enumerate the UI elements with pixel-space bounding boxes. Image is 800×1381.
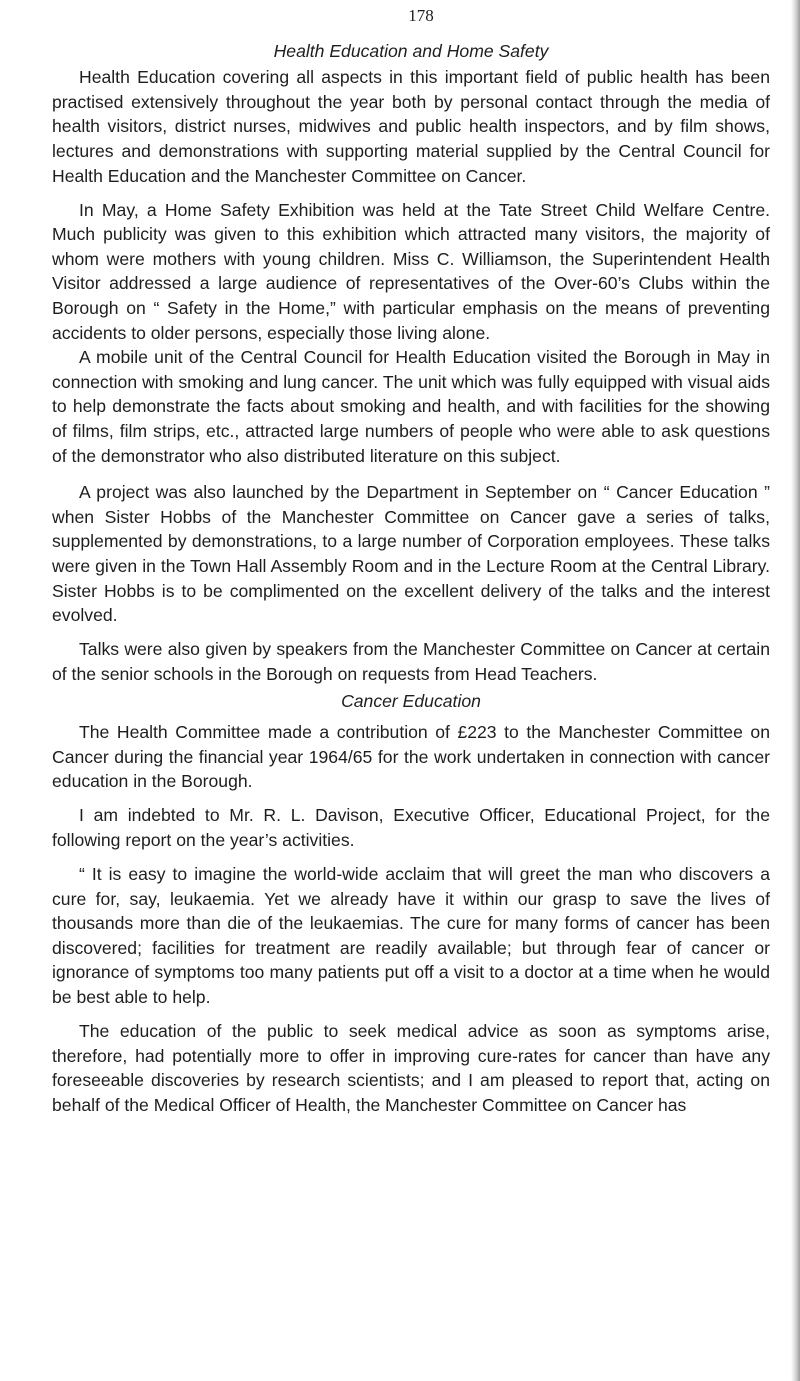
paragraph-mobile-unit: A mobile unit of the Central Council for Health Education visited the Borough in May in connection with smoking and lung cancer. The unit which was fully equipped with visual aids to help demonstrate the facts about smoking and health, and with facilities for the showing of films, film strips, etc., attracted large numbers of people who were able to ask questions of the demonstrator who also distributed literature on this subject.: [52, 347, 770, 466]
page-edge-shadow: [791, 0, 800, 1381]
paragraph-health-education: Health Education covering all aspects in this important field of public health has been practised extensively throughout the year both by personal contact through the media of health visitors, district nurses, midwives and public health inspectors, and by film shows, lectures and demonstrations with supporting material supplied by the Central Council for Health Education and the Manchester Committee on Cancer.: [52, 67, 770, 186]
document-page: [52, 4, 770, 1117]
paragraph-home-safety-exhibition: In May, a Home Safety Exhibition was held at the Tate Street Child Welfare Centre. Much publicity was given to this exhibition which attracted many visitors, the majority of whom were mothers with young children. Miss C. Williamson, the Superintendent Health Visitor addressed a large audience of representatives of the Over-60’s Clubs within the Borough on “ Safety in the Home,” with particular emphasis on the means of preventing accidents to older persons, especially those living alone.: [52, 199, 770, 343]
paragraph-talks-schools: Talks were also given by speakers from the Manchester Committee on Cancer at certain of the senior schools in the Borough on requests from Head Teachers.: [52, 639, 770, 684]
sub-heading-cancer-education: Cancer Education: [341, 691, 481, 712]
section-heading: Health Education and Home Safety: [273, 40, 549, 61]
paragraph-cancer-education-project: A project was also launched by the Department in September on “ Cancer Education ” when Sister Hobbs of the Manchester Committee on Cancer gave a series of talks, supplemented by demonstrations, to a large number of Corporation employees. These talks were given in the Town Hall Assembly Room and in the Lecture Room at the Central Library. Sister Hobbs is to be complimented on the excellent delivery of the talks and the interest evolved.: [52, 482, 770, 626]
paragraph-report-quote: “ It is easy to imagine the world-wide acclaim that will greet the man who discovers a cure for, say, leukaemia. Yet we already have it within our grasp to save the lives of thousands more than die of the leukaemias. The cure for many forms of cancer has been discovered; facilities for treatment are readily available; but through fear of cancer or ignorance of symptoms too many patients put off a visit to a doctor at a time when he would be best able to help.: [52, 864, 770, 1007]
paragraph-contribution: The Health Committee made a contribution of £223 to the Manchester Committee on Cancer during the financial year 1964/65 for the work undertaken in connection with cancer education in the Borough.: [52, 722, 770, 792]
paragraph-education-public: The education of the public to seek medical advice as soon as symptoms arise, therefore, had potentially more to offer in improving cure-rates for cancer than have any foreseeable discoveries by research scientists; and I am pleased to report that, acting on behalf of the Medical Officer of Health, the Manchester Committee on Cancer has: [52, 1021, 770, 1115]
page-number: 178: [408, 6, 434, 25]
paragraph-indebted: I am indebted to Mr. R. L. Davison, Executive Officer, Educational Project, for the following report on the year’s activities.: [52, 805, 770, 850]
